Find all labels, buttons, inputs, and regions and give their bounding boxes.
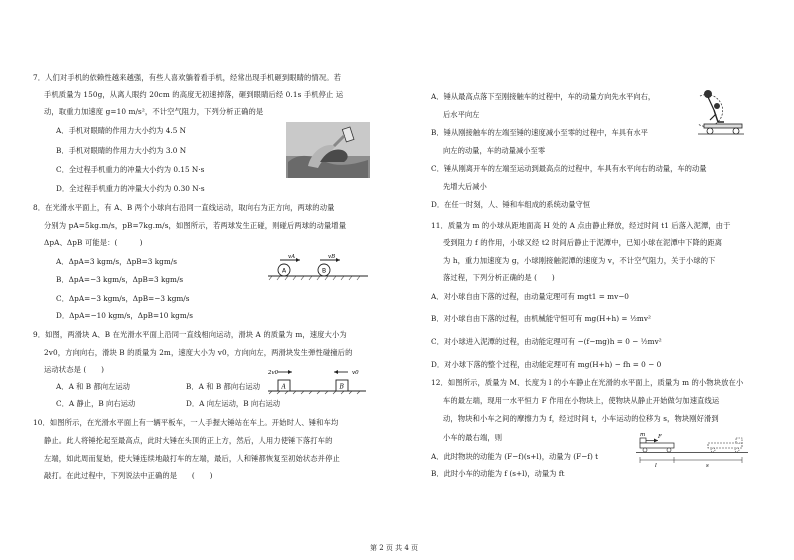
- q7-option-a: A．手机对眼睛的作用力大小约为 4.5 N: [56, 126, 187, 135]
- displacement-s-label: s: [706, 463, 709, 469]
- hammer-cart-figure: [684, 88, 744, 138]
- q10-option-c-line-2: 先增大后减小: [443, 182, 487, 191]
- q8-option-c: C．ΔpA=−3 kgm/s，ΔpB=−3 kgm/s: [56, 294, 190, 303]
- q10-line-2: 静止。此人将锤抡起至最高点，此时大锤在头顶的正上方，然后，人用力使锤下落打车的: [44, 436, 333, 445]
- q7-option-c: C．全过程手机重力的冲量大小约为 0.15 N·s: [56, 165, 205, 174]
- q10-line-4: 敲打。在此过程中，下列说法中正确的是 ( ): [44, 471, 213, 480]
- q9-option-b: B．A 和 B 都向右运动: [186, 382, 261, 391]
- page-footer: 第 2 页 共 4 页: [370, 544, 419, 552]
- q8-option-d: D．ΔpA=−10 kgm/s，ΔpB=10 kgm/s: [56, 311, 193, 320]
- q11-option-b: B．对小球自由下落的过程，由机械能守恒可有 mg(H+h) = ½mv²: [431, 314, 651, 323]
- velocity-a-label: vA: [288, 254, 296, 260]
- length-l-label: l: [655, 463, 657, 469]
- ball-a-label: A: [282, 267, 287, 275]
- q11-line-4: 落过程，下列分析正确的是 ( ): [443, 273, 555, 282]
- q8-option-a: A．ΔpA=3 kgm/s，ΔpB=3 kgm/s: [56, 257, 177, 266]
- q8-line-3: ΔpA、ΔpB 可能是：( ): [44, 238, 143, 247]
- q10-line-3: 左端，如此周而复始，使大锤连续地敲打车的左端，最后，人和锤都恢复至初始状态并停止: [44, 454, 340, 463]
- q7-line-2: 手机质量为 150g，从离人眼约 20cm 的高度无初速掉落，砸到眼睛后经 0.1s 手机停止 运: [44, 90, 344, 99]
- q10-line-1: 10．如图所示，在光滑水平面上有一辆平板车，一人手握大锤站在车上。开始时人、锤和车均: [33, 418, 339, 427]
- q9-line-1: 9．如图，两滑块 A、B 在光滑水平面上沿同一直线相向运动，滑块 A 的质量为 m，速度大小为: [33, 330, 347, 339]
- q9-option-d: D．A 向左运动，B 向右运动: [186, 399, 281, 408]
- q8-collision-figure: [266, 252, 370, 282]
- q10-option-c-line-1: C．锤从刚离开车的左端至运动到最高点的过程中，车具有水平向右的动量，车的动量: [431, 164, 707, 173]
- q12-line-3: 动，物块和小车之间的摩擦力为 f，经过时间 t，小车运动的位移为 s，物块刚好滑到: [443, 414, 719, 423]
- q11-option-a: A．对小球自由下落的过程，由动量定理可有 mgt1 = mv−0: [431, 292, 629, 301]
- q9-option-c: C．A 静止，B 向右运动: [56, 399, 136, 408]
- force-f-label: F: [658, 434, 662, 440]
- velocity-2v0-label: 2v0: [268, 370, 279, 376]
- q10-option-d: D．在任一时刻，人、锤和车组成的系统动量守恒: [431, 200, 591, 209]
- q12-line-4: 小车的最右端，则: [443, 433, 503, 442]
- velocity-b-label: vB: [328, 254, 336, 260]
- q8-line-2: 分别为 pA=5kg.m/s，pB=7kg.m/s，如图所示，若两球发生正碰，则碰后两球的动量增量: [44, 221, 347, 230]
- q12-line-2: 车的最左端，现用一水平恒力 F 作用在小物块上，使物块从静止开始做匀加速直线运: [443, 396, 720, 405]
- block-b-label: B: [339, 383, 344, 391]
- q10-option-a-line-1: A．锤从最高点落下至刚接触车的过程中，车的动量方向先水平向右，: [431, 92, 656, 101]
- velocity-v0-label: v0: [352, 370, 359, 376]
- q7-option-b: B．手机对眼睛的作用力大小约为 3.0 N: [56, 146, 187, 155]
- q10-option-b-line-1: B．锤从刚接触车的左端至锤的速度减小至零的过程中，车具有水平: [431, 128, 648, 137]
- block-a-label: A: [281, 383, 286, 391]
- q11-line-3: 为 h，重力加速度为 g，小球刚接触泥潭的速度为 v，不计空气阻力，关于小球的下: [443, 256, 716, 265]
- q10-option-a-line-2: 后水平向左: [443, 110, 480, 119]
- q12-line-1: 12．如图所示，质量为 M、长度为 l 的小车静止在光滑的水平面上，质量为 m 的小物块放在小: [431, 378, 744, 387]
- q12-option-a: A．此时物块的动能为 (F−f)(s+l)，动量为 (F−f) t: [431, 452, 599, 461]
- ball-b-label: B: [322, 267, 327, 275]
- q11-option-c: C．对小球进入泥潭的过程，由动能定理可有 −(f−mg)h = 0 − ½mv²: [431, 337, 662, 346]
- q9-option-a: A．A 和 B 都向左运动: [56, 382, 130, 391]
- q9-blocks-figure: [266, 365, 370, 395]
- q8-option-b: B．ΔpA=−3 kgm/s，ΔpB=3 kgm/s: [56, 275, 184, 284]
- block-on-cart-figure: [636, 430, 748, 470]
- q7-line-1: 7．人们对手机的依赖性越来越强，有些人喜欢躺着看手机，经常出现手机砸到眼睛的情况。若: [33, 73, 342, 82]
- q11-line-1: 11．质量为 m 的小球从距地面高 H 处的 A 点由静止释放，经过时间 t1 后落入泥潭，由于: [431, 221, 731, 230]
- phone-falling-photo: [286, 122, 370, 178]
- q7-line-3: 动，取重力加速度 g=10 m/s²，不计空气阻力，下列分析正确的是: [44, 107, 264, 116]
- mass-m-label: m: [640, 432, 646, 438]
- q11-line-2: 受到阻力 f 的作用，小球又经 t2 时间后静止于泥潭中，已知小球在泥潭中下降的距离: [443, 238, 723, 247]
- q7-option-d: D．全过程手机重力的冲量大小约为 0.30 N·s: [56, 184, 205, 193]
- q12-option-b: B．此时小车的动能为 f (s+l)，动量为 ft: [431, 469, 565, 478]
- q11-option-d: D．对小球下落的整个过程，由动能定理可有 mg(H+h) − fh = 0 − 0: [431, 360, 662, 369]
- q10-option-b-line-2: 向左的动量，车的动量减小至零: [443, 146, 546, 155]
- q8-line-1: 8．在光滑水平面上，有 A、B 两个小球向右沿同一直线运动，取向右为正方向，两球的动量: [33, 203, 335, 212]
- q9-line-2: 2v0，方向向右，滑块 B 的质量为 2m，速度大小为 v0，方向向左，两滑块发生弹性碰撞后的: [44, 348, 353, 357]
- q9-line-3: 运动状态是 ( ): [44, 365, 105, 374]
